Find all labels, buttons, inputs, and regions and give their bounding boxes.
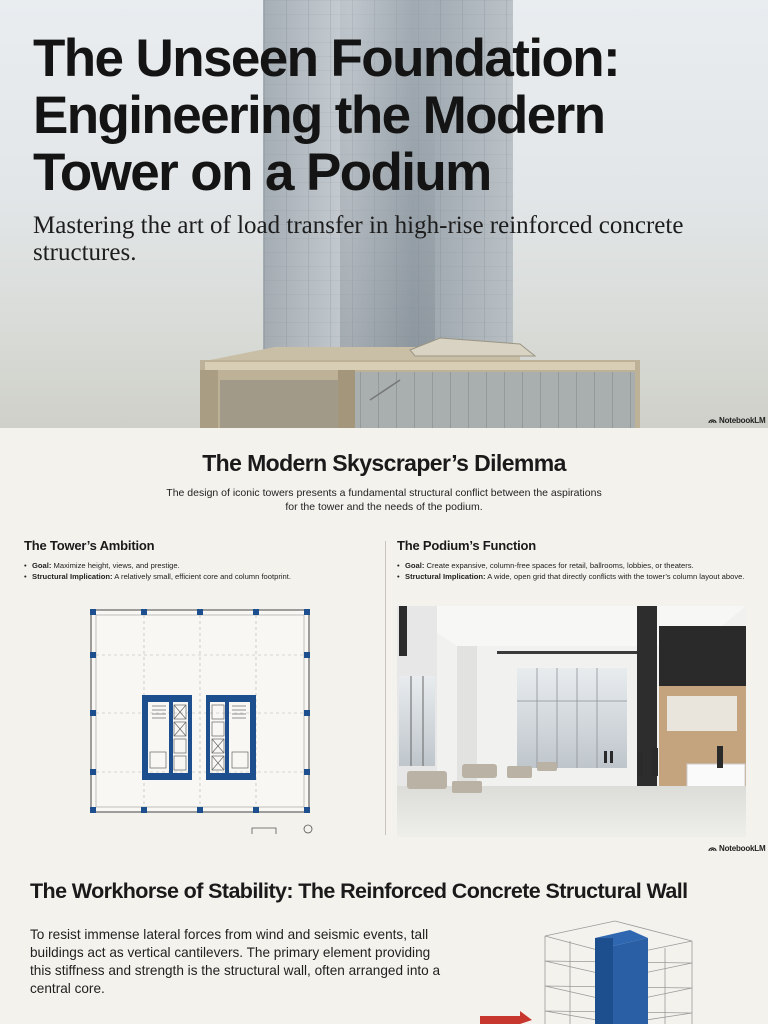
notebook-logo-icon (708, 845, 717, 852)
brand-watermark-2 (708, 844, 765, 853)
workhorse-body: To resist immense lateral forces from wind and seismic events, tall buildings act as vertical cantilevers. The primary element providing this stiffness and strength is the structural wall, often arranged into a central core. (30, 927, 441, 996)
brand-label: NotebookLM (719, 416, 766, 425)
podium-implication-label: Structural Implication: (405, 571, 486, 581)
hero-subtitle: Mastering the art of load transfer in high-rise reinforced concrete structures. (33, 212, 684, 266)
hero-title-line-3: Tower on a Podium (33, 143, 491, 202)
dilemma-intro: The design of iconic towers presents a fundamental structural conflict between the aspirations for the tower and the needs of the podium. (166, 487, 602, 513)
tower-ambition-heading: The Tower’s Ambition (24, 538, 155, 553)
notebook-logo-icon (708, 417, 717, 424)
structural-core-illustration (470, 916, 710, 1024)
tower-goal-item (24, 561, 374, 572)
dilemma-section (0, 428, 768, 861)
hero-title-line-2: Engineering the Modern (33, 86, 605, 145)
column-divider (385, 541, 386, 835)
tower-floor-plan (86, 606, 316, 838)
brand-watermark (708, 416, 765, 425)
podium-implication-item (397, 572, 747, 583)
tower-implication-label: Structural Implication: (32, 571, 113, 581)
hero-title (33, 30, 753, 201)
tower-implication-item (24, 572, 374, 583)
tower-goal-text: Maximize height, views, and prestige. (51, 561, 180, 570)
brand-label-2: NotebookLM (719, 844, 766, 853)
podium-function-heading: The Podium’s Function (397, 538, 537, 553)
compass-icon (304, 825, 312, 833)
podium-goal-label: Goal: (405, 561, 425, 570)
hero-section (0, 0, 768, 428)
tower-ambition-list (24, 561, 374, 582)
podium-lobby-image (397, 606, 746, 837)
dilemma-title: The Modern Skyscraper’s Dilemma (202, 450, 566, 476)
workhorse-section (0, 861, 768, 1024)
hero-title-line-1: The Unseen Foundation: (33, 29, 620, 88)
podium-implication-text: A wide, open grid that directly conflicts with the tower’s column layout above. (485, 571, 745, 581)
tower-implication-text: A relatively small, efficient core and column footprint. (112, 571, 291, 581)
podium-goal-text: Create expansive, column-free spaces for retail, ballrooms, lobbies, or theaters. (424, 561, 694, 570)
podium-goal-item (397, 561, 747, 572)
workhorse-title: The Workhorse of Stability: The Reinforced Concrete Structural Wall (30, 879, 688, 903)
podium-function-list (397, 561, 747, 582)
tower-goal-label: Goal: (32, 561, 52, 570)
